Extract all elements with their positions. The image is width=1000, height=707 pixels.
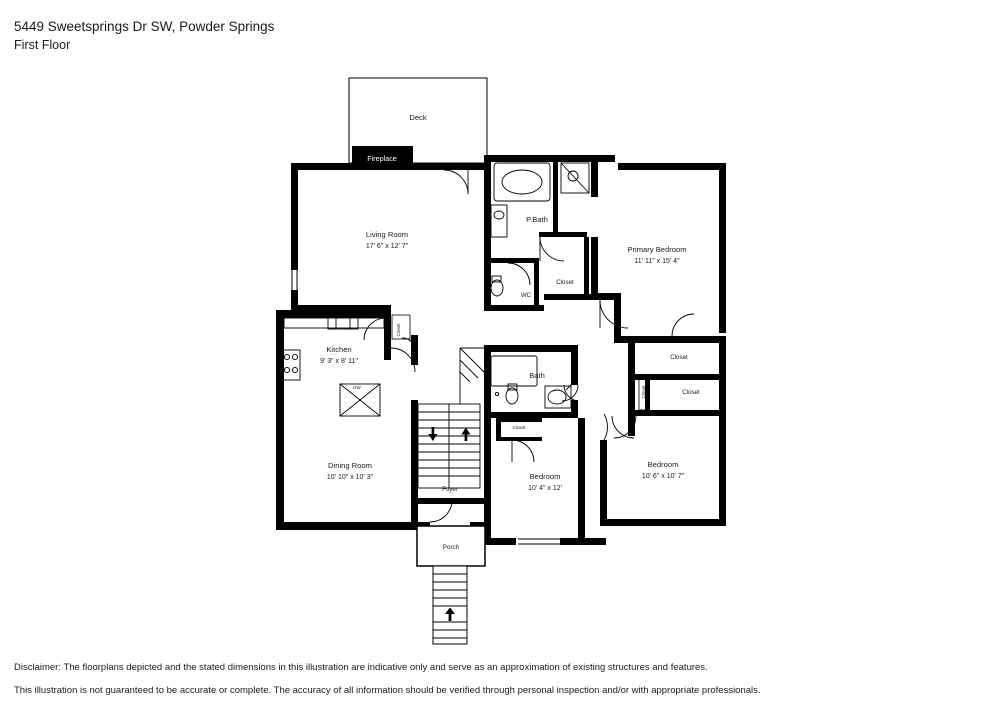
label-closet-right-mid: Closet bbox=[682, 389, 700, 396]
label-bedroom-right: Bedroom bbox=[647, 460, 679, 469]
label-dining-room: Dining Room bbox=[328, 461, 372, 470]
disclaimer-block bbox=[14, 661, 914, 707]
label-living-room: Living Room bbox=[365, 230, 409, 239]
closet-boxes bbox=[392, 315, 649, 410]
page-title: 5449 Sweetsprings Dr SW, Powder Springs bbox=[14, 19, 275, 34]
label-closet-primary: Closet bbox=[556, 279, 574, 286]
label-closet-narrow: Closet bbox=[641, 385, 646, 399]
label-deck: Deck bbox=[409, 113, 427, 122]
label-kitchen-closet: Closet bbox=[396, 323, 401, 337]
wall-structure-right bbox=[600, 336, 726, 526]
windows bbox=[277, 164, 725, 544]
label-bath: Bath bbox=[529, 371, 545, 380]
label-kitchen: Kitchen bbox=[326, 345, 352, 354]
label-bedroom-right-dim: 10' 6" x 10' 7" bbox=[641, 473, 685, 480]
label-p-bath: P.Bath bbox=[526, 215, 548, 224]
floor-label: First Floor bbox=[14, 38, 71, 52]
label-closet-hall: Closet bbox=[512, 425, 526, 430]
label-dishwasher: DW bbox=[353, 385, 361, 390]
label-closet-right-top: Closet bbox=[670, 354, 688, 361]
label-porch: Porch bbox=[442, 544, 460, 551]
hall-bath-fixtures bbox=[491, 356, 572, 408]
label-bedroom-center: Bedroom bbox=[529, 472, 561, 481]
label-primary-bedroom: Primary Bedroom bbox=[627, 245, 687, 254]
primary-bath-fixtures bbox=[491, 163, 589, 296]
label-dining-room-dim: 10' 10" x 10' 3" bbox=[326, 474, 374, 481]
label-living-room-dim: 17' 6" x 12' 7" bbox=[365, 243, 409, 250]
label-foyer: Foyer bbox=[442, 486, 458, 493]
front-steps bbox=[433, 566, 467, 644]
disclaimer-line-1: Disclaimer: The floorplans depicted and the stated dimensions in this illustration are indicative only and serve as an approximation of existing structures and features. bbox=[14, 662, 708, 673]
label-primary-bedroom-dim: 11' 11" x 15' 4" bbox=[634, 258, 680, 265]
label-fireplace: Fireplace bbox=[367, 154, 397, 163]
disclaimer-line-2: This illustration is not guaranteed to be accurate or complete. The accuracy of all information should be verified through personal inspection and/or with appropriate professionals. bbox=[14, 685, 761, 696]
interior-stairs bbox=[418, 404, 480, 488]
label-kitchen-dim: 9' 3" x 8' 11" bbox=[320, 358, 358, 365]
label-bedroom-center-dim: 10' 4" x 12' bbox=[528, 485, 562, 492]
stair-upper-diagonals bbox=[460, 348, 488, 404]
label-wc: WC bbox=[520, 292, 532, 299]
